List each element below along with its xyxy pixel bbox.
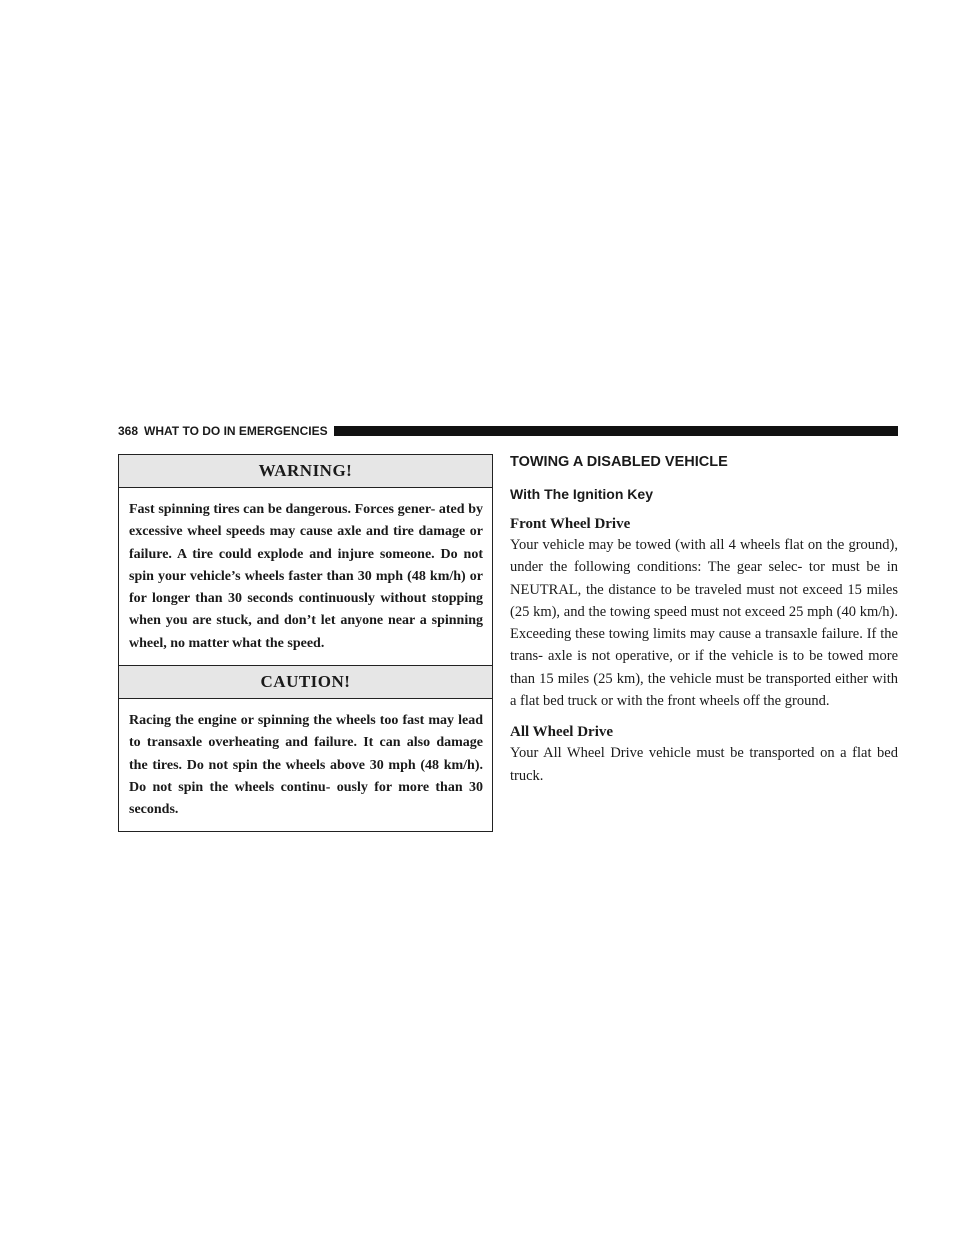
caution-box: [118, 665, 493, 832]
ignition-key-subheading: With The Ignition Key: [510, 486, 653, 502]
warning-text: Fast spinning tires can be dangerous. Forces gener- ated by excessive wheel speeds may cause axle and tire damage or failure. A tire could explode and injure someone. Do not spin your vehicle’s wheels faster than 30 mph (48 km/h) or for longer than 30 seconds continuously without stopping when you are stuck, and don’t let anyone near a spinning wheel, no matter what the speed.: [129, 502, 483, 651]
header-rule: [334, 426, 898, 436]
towing-section: [510, 452, 898, 787]
page-header: [118, 422, 898, 440]
page-number: 368: [118, 424, 139, 438]
section-title: WHAT TO DO IN EMERGENCIES: [144, 424, 328, 438]
warning-title: WARNING!: [119, 455, 492, 488]
front-wheel-drive-title: Front Wheel Drive: [510, 516, 631, 532]
all-wheel-drive-title: All Wheel Drive: [510, 724, 614, 741]
caution-title: CAUTION!: [119, 666, 492, 699]
front-wheel-drive-text: Your vehicle may be towed (with all 4 wheels flat on the ground), under the following conditions: The gear selec- tor must be in NEUTRAL, the distance to be traveled must not exceed 15 miles (25 km), and the towing speed must not exceed 25 mph (40 km/h). Exceeding these towing limits may cause a transaxle failure. If the trans- axle is not operative, or if the vehicle is to be towed more than 15 miles (25 km), the vehicle must be transported either with a flat bed truck or with the front wheels off the ground.: [510, 537, 898, 710]
towing-heading: TOWING A DISABLED VEHICLE: [510, 454, 728, 470]
warning-box: [118, 454, 493, 666]
all-wheel-drive-text: Your All Wheel Drive vehicle must be transported on a flat bed truck.: [510, 745, 898, 784]
caution-text: Racing the engine or spinning the wheels too fast may lead to transaxle overheating and failure. It can also damage the tires. Do not spin the wheels above 30 mph (48 km/h). Do not spin the wheels continu- ously for more than 30 seconds.: [129, 713, 483, 818]
